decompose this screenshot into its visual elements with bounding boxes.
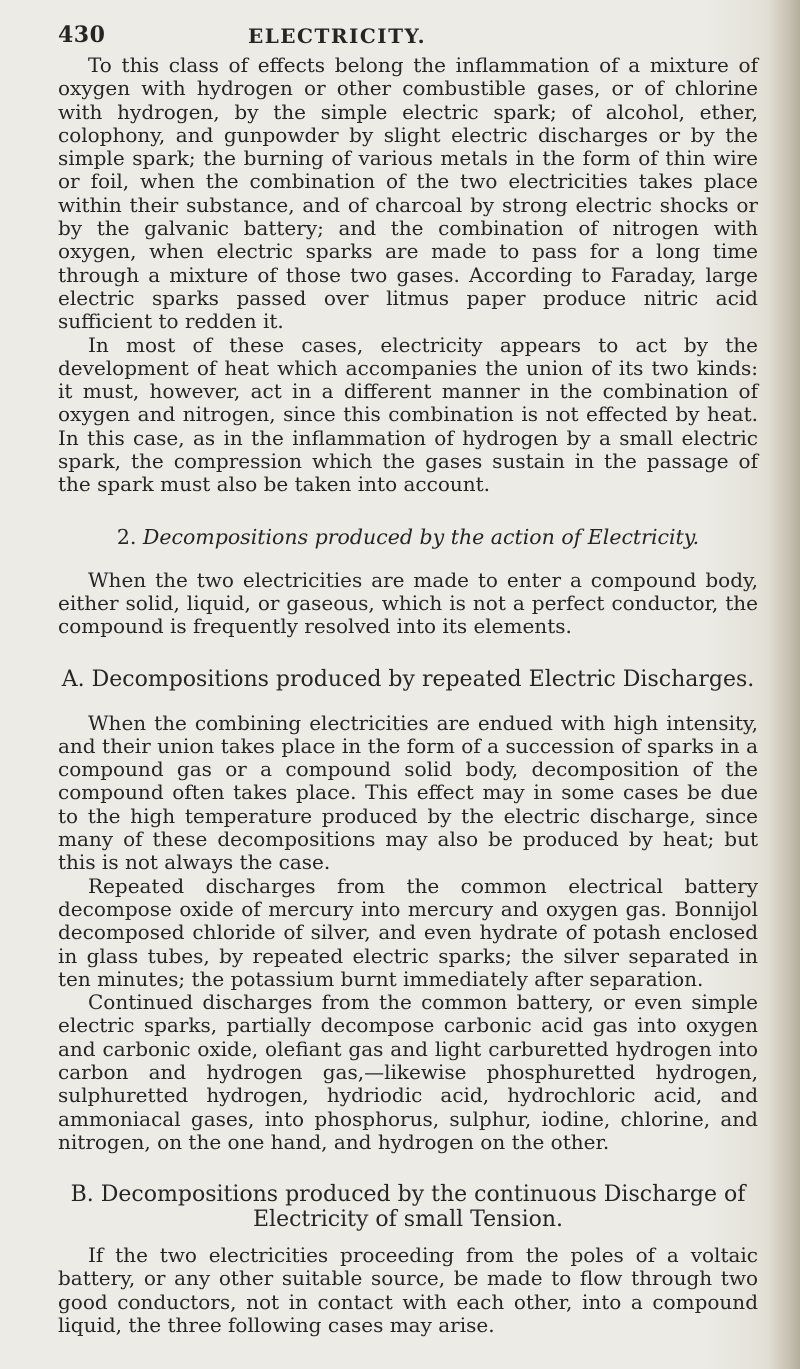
page-edge-shadow (768, 0, 800, 1369)
page-header (58, 20, 758, 54)
subsection-heading-a: A. Decompositions produced by repeated Electric Discharges. (61, 666, 755, 692)
subsection-heading-b-line2: Electricity of small Tension. (252, 1207, 564, 1233)
paragraph-3: When the two electricities are made to enter a compound body, either solid, liquid, or gaseous, which is not a perfect conductor, the compound is frequently resolved into its elements. (58, 567, 758, 639)
running-head: ELECTRICITY. (248, 24, 427, 48)
paragraph-7: If the two electricities proceeding from the poles of a voltaic battery, or any other suitable source, be made to flow through two good conductors, not in contact with each other, into a compound liquid, the three following cases may arise. (58, 1243, 758, 1338)
paragraph-5: Repeated discharges from the common electrical battery decompose oxide of mercury into mercury and oxygen gas. Bonnijol decomposed chloride of silver, and even hydrate of potash enclosed in glass tubes, by repeated electric sparks; the silver separated in ten minutes; the potassium burnt immediately after separation. (58, 873, 758, 991)
section-title: Decompositions produced by the action of Electricity. (142, 524, 700, 549)
paragraph-2: In most of these cases, electricity appears to act by the development of heat which accompanies the union of its two kinds: it must, however, act in a different manner in the combination of oxygen and nitrogen, since this combination is not effected by heat. In this case, as in the inflammation of hydrogen by a small electric spark, the compression which the gases sustain in the passage of the spark must also be taken into account. (58, 332, 758, 497)
section-number: 2. (116, 524, 143, 549)
section-heading-2 (58, 525, 758, 549)
page-content (58, 20, 758, 1337)
page-number: 430 (58, 22, 106, 48)
paragraph-6: Continued discharges from the common battery, or even simple electric sparks, partially decompose carbonic acid gas into oxygen and carbonic oxide, olefiant gas and light carburetted hydrogen into carbon and hydrogen gas,—likewise phosphuretted hydrogen, sulphuretted hydrogen, hydriodic acid, hydrochloric acid, and ammoniacal gases, into phosphorus, sulphur, iodine, chlorine, and nitrogen, on the one hand, and hydrogen on the other. (58, 990, 758, 1154)
subsection-heading-b-line1: B. Decompositions produced by the continuous Discharge of (70, 1182, 746, 1208)
paragraph-1: To this class of effects belong the inflammation of a mixture of oxygen with hydrogen or other combustible gases, or of chlorine with hydrogen, by the simple electric spark; of alcohol, ether, colophony, and gunpowder by slight electric discharges or by the simple spark; the burning of various metals in the form of thin wire or foil, when the combination of the two electricities takes place within their substance, and of charcoal by strong electric shocks or by the galvanic battery; and the combination of nitrogen with oxygen, when electric sparks are made to pass for a long time through a mixture of those two gases. According to Faraday, large electric sparks passed over litmus paper produce nitric acid sufficient to redden it. (58, 53, 758, 334)
paragraph-4: When the combining electricities are endued with high intensity, and their union takes place in the form of a succession of sparks in a compound gas or a compound solid body, decomposition of the compound often takes place. This effect may in some cases be due to the high temperature produced by the electric discharge, since many of these decompositions may also be produced by heat; but this is not always the case. (58, 710, 758, 875)
subsection-heading-b (58, 1182, 758, 1232)
